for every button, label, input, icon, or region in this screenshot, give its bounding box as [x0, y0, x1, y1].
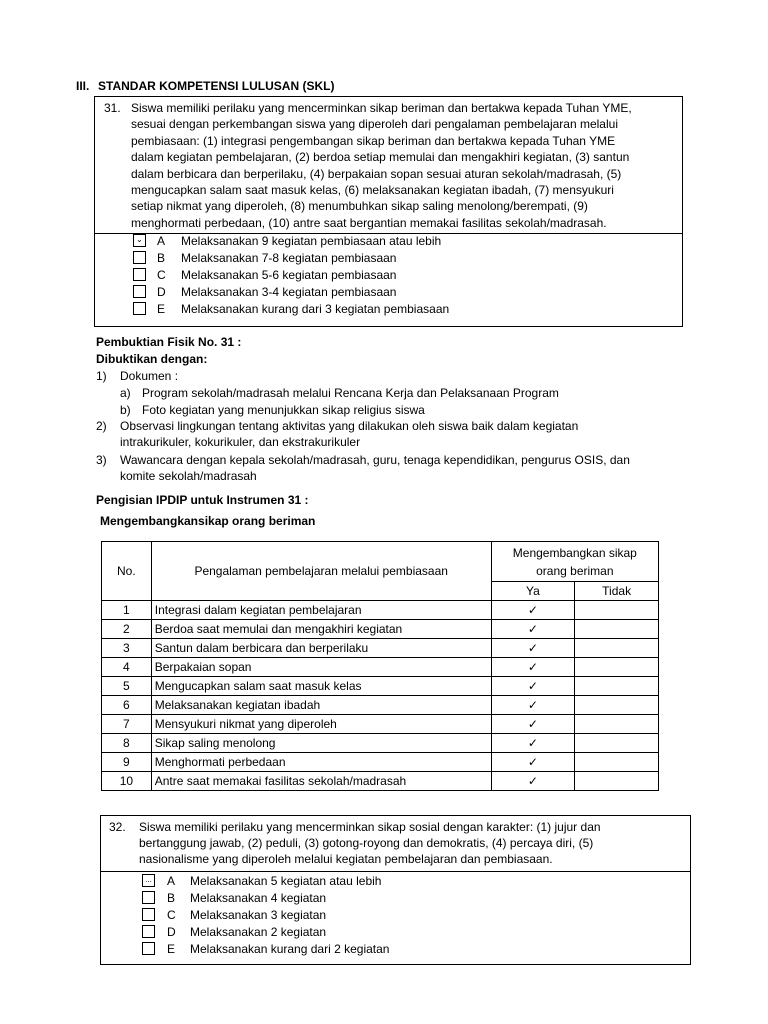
option-checkbox[interactable] — [133, 285, 146, 298]
row-item: Mensyukuri nikmat yang diperoleh — [151, 715, 491, 734]
evidence-item-3-line: Wawancara dengan kepala sekolah/madrasah, guru, tenaga kependidikan, pengurus OSIS, dan — [120, 453, 630, 467]
evidence-sub-a-letter: a) — [120, 386, 131, 400]
option-checkbox[interactable]: ⌄ — [133, 234, 146, 247]
question-31-text — [131, 100, 677, 231]
row-item: Sikap saling menolong — [151, 734, 491, 753]
habituation-table — [101, 541, 659, 791]
question-31-line: setiap nikmat yang diperoleh, (8) menumbuhkan sikap saling menolong/berempati, (9) — [131, 199, 588, 214]
row-tidak-check[interactable] — [575, 734, 659, 753]
option-letter: D — [167, 925, 176, 939]
row-item: Mengucapkan salam saat masuk kelas — [151, 677, 491, 696]
row-no: 2 — [102, 620, 152, 639]
option-text: Melaksanakan kurang dari 2 kegiatan — [190, 942, 390, 956]
option-text: Melaksanakan 3-4 kegiatan pembiasaan — [181, 285, 397, 299]
evidence-item-1-number: 1) — [96, 369, 107, 383]
row-item: Berpakaian sopan — [151, 658, 491, 677]
row-ya-check[interactable]: ✓ — [491, 639, 575, 658]
option-letter: C — [157, 268, 166, 282]
section-title: STANDAR KOMPETENSI LULUSAN (SKL) — [98, 79, 335, 93]
evidence-sub-b-letter: b) — [120, 403, 131, 417]
question-32-line: Siswa memiliki perilaku yang mencerminkan sikap sosial dengan karakter: (1) jujur dan — [139, 820, 601, 834]
row-tidak-check[interactable] — [575, 677, 659, 696]
header-group-line: Mengembangkan sikap — [512, 545, 637, 560]
evidence-item-3-number: 3) — [96, 453, 107, 467]
row-no: 3 — [102, 639, 152, 658]
option-text: Melaksanakan 3 kegiatan — [190, 908, 327, 922]
question-32-number: 32. — [109, 820, 126, 834]
question-32-line: bertanggung jawab, (2) peduli, (3) gotong-royong dan demokratis, (4) percaya diri, (5) — [139, 836, 594, 850]
header-group — [491, 542, 658, 582]
row-ya-check[interactable]: ✓ — [491, 715, 575, 734]
table-row — [102, 734, 659, 753]
question-31-options — [95, 233, 682, 327]
option-text: Melaksanakan 5 kegiatan atau lebih — [190, 874, 382, 888]
option-letter: B — [157, 251, 166, 265]
row-item: Berdoa saat memulai dan mengakhiri kegiatan — [151, 620, 491, 639]
option-letter: C — [167, 908, 176, 922]
row-ya-check[interactable]: ✓ — [491, 620, 575, 639]
option-text: Melaksanakan 5-6 kegiatan pembiasaan — [181, 268, 397, 282]
question-31-line: sesuai dengan perkembangan siswa yang diperoleh dari pengalaman pembelajaran melalui — [131, 117, 618, 132]
option-text: Melaksanakan 2 kegiatan — [190, 925, 327, 939]
option-letter: E — [157, 302, 166, 316]
row-tidak-check[interactable] — [575, 601, 659, 620]
option-letter: A — [167, 874, 176, 888]
option-checkbox[interactable] — [133, 302, 146, 315]
evidence-subtitle: Dibuktikan dengan: — [96, 352, 208, 366]
question-31-line: mengucapkan salam saat masuk kelas, (6) melaksanakan kegiatan ibadah, (7) mensyukuri — [131, 183, 614, 198]
row-ya-check[interactable]: ✓ — [491, 753, 575, 772]
question-31-line: Siswa memiliki perilaku yang mencerminkan sikap beriman dan bertakwa kepada Tuhan YME, — [131, 101, 632, 115]
table-row — [102, 658, 659, 677]
row-tidak-check[interactable] — [575, 696, 659, 715]
option-checkbox[interactable] — [133, 251, 146, 264]
option-checkbox[interactable] — [142, 908, 155, 921]
option-checkbox[interactable] — [133, 268, 146, 281]
evidence-sub-a-text: Program sekolah/madrasah melalui Rencana Kerja dan Pelaksanaan Program — [142, 386, 559, 400]
row-item: Melaksanakan kegiatan ibadah — [151, 696, 491, 715]
row-ya-check[interactable]: ✓ — [491, 658, 575, 677]
option-letter: B — [167, 891, 176, 905]
evidence-item-2-line: Observasi lingkungan tentang aktivitas yang dilakukan oleh siswa baik dalam kegiatan — [120, 419, 579, 433]
ipdip-subtitle: Mengembangkansikap orang beriman — [100, 514, 316, 528]
row-no: 4 — [102, 658, 152, 677]
evidence-item-2-line: intrakurikuler, kokurikuler, dan ekstrakurikuler — [120, 435, 361, 449]
header-tidak: Tidak — [575, 582, 659, 601]
row-no: 6 — [102, 696, 152, 715]
row-tidak-check[interactable] — [575, 658, 659, 677]
header-group-line: orang beriman — [536, 563, 614, 578]
option-checkbox[interactable] — [142, 942, 155, 955]
table-row — [102, 639, 659, 658]
question-31-line: pembiasaan: (1) integrasi pengembangan sikap beriman dan bertakwa kepada Tuhan YME — [131, 133, 616, 148]
header-no: No. — [102, 542, 152, 601]
table-row — [102, 753, 659, 772]
row-ya-check[interactable]: ✓ — [491, 696, 575, 715]
question-31-line: menghormati perbedaan, (10) antre saat bergantian memakai fasilitas sekolah/madrasah. — [131, 215, 607, 230]
row-ya-check[interactable]: ✓ — [491, 677, 575, 696]
question-32-text — [139, 819, 685, 867]
header-ya: Ya — [491, 582, 575, 601]
option-checkbox[interactable] — [142, 891, 155, 904]
row-item: Antre saat memakai fasilitas sekolah/madrasah — [151, 772, 491, 791]
question-31-line: dalam berbicara dan berperilaku, (4) berpakaian sopan sesuai aturan sekolah/madrasah, (5) — [131, 166, 622, 181]
option-checkbox[interactable] — [142, 925, 155, 938]
evidence-item-2-number: 2) — [96, 419, 107, 433]
question-31-box — [94, 96, 683, 327]
evidence-title: Pembuktian Fisik No. 31 : — [96, 335, 242, 349]
row-no: 8 — [102, 734, 152, 753]
option-letter: A — [157, 234, 166, 248]
row-item: Santun dalam berbicara dan berperilaku — [151, 639, 491, 658]
row-ya-check[interactable]: ✓ — [491, 734, 575, 753]
option-text: Melaksanakan 9 kegiatan pembiasaan atau lebih — [181, 234, 442, 248]
row-no: 1 — [102, 601, 152, 620]
question-31-number: 31. — [104, 101, 121, 115]
row-tidak-check[interactable] — [575, 715, 659, 734]
table-row — [102, 696, 659, 715]
header-item — [151, 542, 491, 601]
option-text: Melaksanakan kurang dari 3 kegiatan pembiasaan — [181, 302, 450, 316]
evidence-item-3-line: komite sekolah/madrasah — [120, 469, 257, 483]
option-text: Melaksanakan 4 kegiatan — [190, 891, 327, 905]
row-tidak-check[interactable] — [575, 620, 659, 639]
table-row — [102, 677, 659, 696]
evidence-sub-b-text: Foto kegiatan yang menunjukkan sikap religius siswa — [142, 403, 425, 417]
evidence-item-1-label: Dokumen : — [120, 369, 179, 383]
section-number: III. — [76, 79, 90, 93]
question-32-options — [101, 871, 690, 965]
row-ya-check[interactable]: ✓ — [491, 772, 575, 791]
question-32-line: nasionalisme yang diperoleh melalui kegiatan pembelajaran dan pembiasaan. — [139, 852, 553, 866]
table-row — [102, 601, 659, 620]
row-item: Menghormati perbedaan — [151, 753, 491, 772]
table-row — [102, 772, 659, 791]
row-tidak-check[interactable] — [575, 772, 659, 791]
option-text: Melaksanakan 7-8 kegiatan pembiasaan — [181, 251, 397, 265]
header-item-label: Pengalaman pembelajaran melalui pembiasaan — [194, 564, 448, 578]
option-letter: E — [167, 942, 176, 956]
row-tidak-check[interactable] — [575, 753, 659, 772]
ipdip-title: Pengisian IPDIP untuk Instrumen 31 : — [96, 493, 309, 507]
table-row — [102, 620, 659, 639]
row-ya-check[interactable]: ✓ — [491, 601, 575, 620]
option-checkbox[interactable]: ... — [142, 874, 155, 887]
row-tidak-check[interactable] — [575, 639, 659, 658]
question-31-line: dalam kegiatan pembelajaran, (2) berdoa setiap memulai dan mengakhiri kegiatan, (3) santun — [131, 150, 630, 165]
row-item: Integrasi dalam kegiatan pembelajaran — [151, 601, 491, 620]
table-row — [102, 715, 659, 734]
row-no: 10 — [102, 772, 152, 791]
section-heading — [76, 79, 334, 93]
option-letter: D — [157, 285, 166, 299]
row-no: 7 — [102, 715, 152, 734]
question-32-box — [100, 815, 691, 965]
row-no: 5 — [102, 677, 152, 696]
row-no: 9 — [102, 753, 152, 772]
